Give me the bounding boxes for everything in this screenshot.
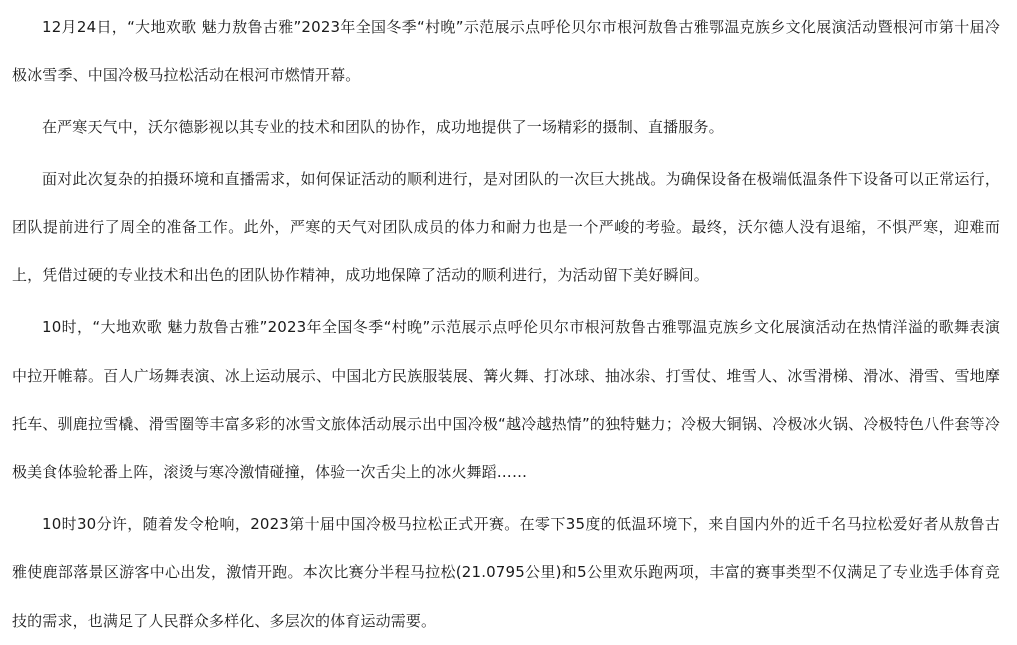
paragraph-opening-ceremony: 12月24日，“大地欢歌 魅力敖鲁古雅”2023年全国冬季“村晚”示范展示点呼伦贝尔市根河敖鲁古雅鄂温克族乡文化展演活动暨根河市第十届冷极冰雪季、中国冷极马拉松活动在根河市燃情开幕。 [12,18,1000,85]
paragraph-team-challenge: 面对此次复杂的拍摄环境和直播需求，如何保证活动的顺利进行，是对团队的一次巨大挑战。为确保设备在极端低温条件下设备可以正常运行，团队提前进行了周全的准备工作。此外，严寒的天气对团队成员的体力和耐力也是一个严峻的考验。最终，沃尔德人没有退缩，不惧严寒，迎难而上，凭借过硬的专业技术和出色的团队协作精神，成功地保障了活动的顺利进行，为活动留下美好瞬间。 [12,169,1000,285]
paragraph-cultural-activities: 10时，“大地欢歌 魅力敖鲁古雅”2023年全国冬季“村晚”示范展示点呼伦贝尔市根河敖鲁古雅鄂温克族乡文化展演活动在热情洋溢的歌舞表演中拉开帷幕。百人广场舞表演、冰上运动展示、中国北方民族服装展、篝火舞、打冰球、抽冰尜、打雪仗、堆雪人、冰雪滑梯、滑冰、滑雪、雪地摩托车、驯鹿拉雪橇、滑雪圈等丰富多彩的冰雪文旅体活动展示出中国冷极“越冷越热情”的独特魅力；冷极大铜锅、冷极冰火锅、冷极特色八件套等冷极美食体验轮番上阵，滚烫与寒冷激情碰撞，体验一次舌尖上的冰火舞蹈…… [12,318,1000,482]
paragraph-marathon: 10时30分许，随着发令枪响，2023第十届中国冷极马拉松正式开赛。在零下35度的低温环境下，来自国内外的近千名马拉松爱好者从敖鲁古雅使鹿部落景区游客中心出发，激情开跑。本次比赛分半程马拉松(21.0795公里)和5公里欢乐跑两项，丰富的赛事类型不仅满足了专业选手体育竞技的需求，也满足了人民群众多样化、多层次的体育运动需要。 [12,514,1000,630]
paragraph-filming-service: 在严寒天气中，沃尔德影视以其专业的技术和团队的协作，成功地提供了一场精彩的摄制、直播服务。 [42,118,724,137]
